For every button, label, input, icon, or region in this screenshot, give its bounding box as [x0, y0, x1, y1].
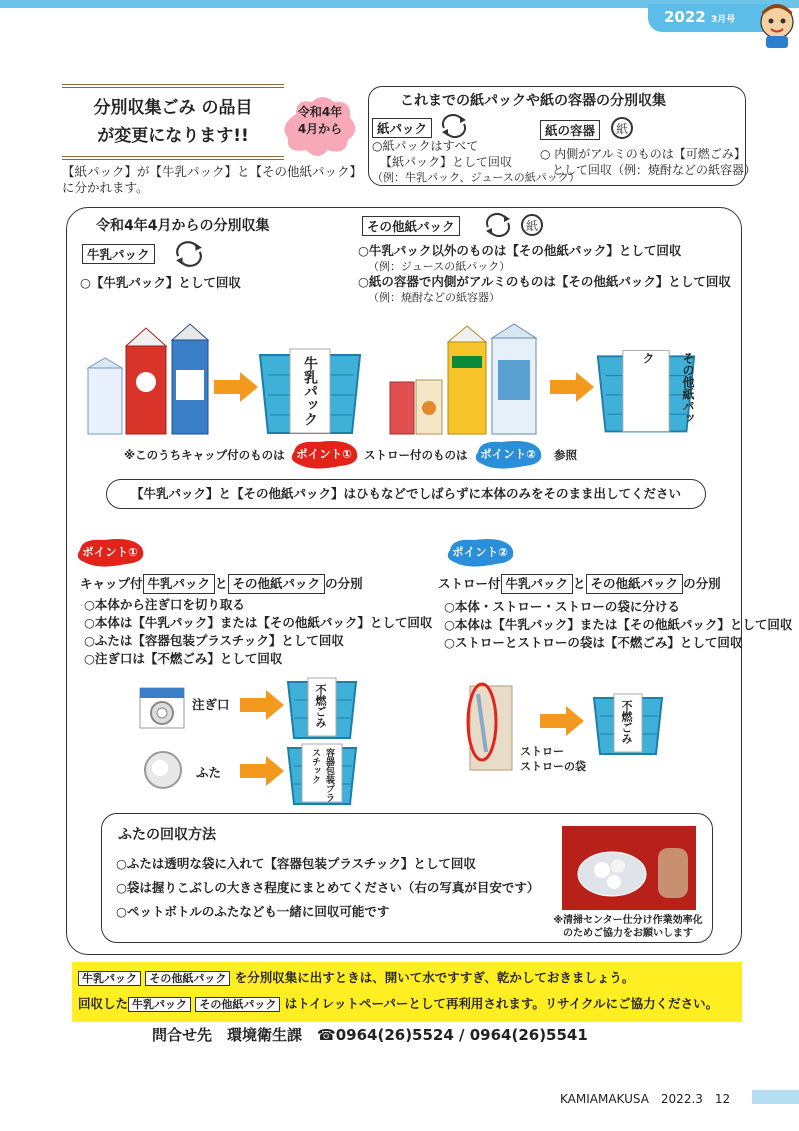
caps-item: ○ふたは透明な袋に入れて【容器包装プラスチック】として回収	[116, 856, 476, 871]
point1-tag1: 牛乳パック	[143, 574, 216, 594]
footer-bar	[752, 1090, 799, 1104]
notice-box: 【牛乳パック】と【その他紙パック】はひもなどでしばらずに本体のみをそのまま出してください	[106, 479, 706, 509]
straw-arrow-icon	[540, 706, 584, 736]
paper-pack-tag: 紙パック	[372, 118, 432, 138]
paper-pack-section	[372, 118, 432, 138]
point1-item: ○本体は【牛乳パック】または【その他紙パック】として回収	[84, 615, 433, 630]
point2-item: ○ストローとストローの袋は【不燃ごみ】として回収	[444, 635, 743, 650]
point1-heading-post: の分別	[325, 576, 363, 591]
other-line3: ○紙の容器で内側がアルミのものは【その他紙パック】として回収	[358, 274, 731, 289]
point2-heading-pre: ストロー付	[438, 576, 501, 591]
points-note-suffix: 参照	[554, 448, 577, 462]
intro-text	[62, 164, 362, 196]
point2-heading-post: の分別	[683, 576, 721, 591]
paper-container-line1: ○ 内側がアルミのものは【可燃ごみ】	[540, 147, 746, 161]
date-badge	[278, 104, 362, 138]
yellow-tag-milk: 牛乳パック	[78, 971, 141, 986]
point2-badge: ポイント②	[452, 545, 508, 559]
title-line2: が変更になります!!	[97, 126, 249, 146]
point2-mid: と	[573, 576, 586, 591]
spout-label: 注ぎ口	[192, 697, 230, 712]
point1-list	[84, 596, 432, 668]
caps-list	[116, 852, 539, 924]
lid-label: ふた	[196, 765, 222, 780]
point1-badge: ポイント①	[82, 545, 138, 559]
other-bin-label: その他紙パック	[641, 352, 695, 424]
svg-text:紙: 紙	[526, 219, 539, 233]
paper-pack-line1: ○紙パックはすべて	[372, 139, 479, 153]
other-recycle-icon	[484, 213, 512, 237]
other-paper-icon	[520, 213, 544, 237]
paper-container-tag: 紙の容器	[540, 120, 600, 140]
lid-bin-label: 容器包装プラスチック	[310, 748, 334, 802]
recycle-line2-text: はトイレットペーパーとして再利用されます。リサイクルにご協力ください。	[284, 996, 719, 1011]
point2-item: ○本体・ストロー・ストローの袋に分ける	[444, 599, 680, 614]
paper-pack-line3: （例：牛乳パック、ジュースの紙パック）	[372, 171, 580, 184]
other-line4: （例：焼酎などの紙容器）	[368, 291, 500, 304]
other-section	[362, 216, 460, 236]
point1-heading	[80, 574, 363, 594]
caps-bag-photo	[562, 826, 696, 910]
spout-bin-label: 不燃ごみ	[314, 684, 327, 728]
yellow-tag-other: その他紙パック	[145, 971, 230, 986]
point2-tag2: その他紙パック	[586, 574, 684, 594]
point2-tag1: 牛乳パック	[501, 574, 574, 594]
paper-pack-recycle-icon	[440, 114, 468, 138]
page-title	[62, 84, 284, 160]
badge-line2: 4月から	[297, 122, 343, 136]
point2-list	[444, 598, 792, 652]
recycle-line1-text: を分別収集に出すときは、開いて水ですすぎ、乾かしておきましょう。	[234, 970, 635, 985]
paper-container-recycle-icon	[610, 116, 634, 140]
recycle-line1	[78, 968, 634, 989]
point1-item: ○注ぎ口は【不燃ごみ】として回収	[84, 651, 283, 666]
milk-section	[82, 244, 155, 264]
lid-arrow-icon	[240, 756, 284, 786]
yellow-tag-milk: 牛乳パック	[128, 997, 191, 1012]
other-desc	[358, 243, 731, 305]
milk-bin-label: 牛乳パック	[302, 356, 318, 426]
spout-image	[138, 686, 186, 730]
point1-item: ○本体から注ぎ口を切り取る	[84, 597, 245, 612]
issue-tab	[648, 4, 768, 32]
paper-pack-line2: 【紙パック】として回収	[380, 155, 513, 169]
points-note	[124, 446, 285, 464]
other-arrow-icon	[550, 372, 594, 402]
other-line1: ○牛乳パック以外のものは【その他紙パック】として回収	[358, 243, 682, 258]
mascot-icon	[756, 2, 798, 50]
points-note-middle: ストロー付のものは	[364, 448, 468, 462]
straw-label: ストロー	[520, 745, 564, 758]
issue-year: 2022	[664, 8, 706, 26]
milk-cartons-image	[82, 320, 212, 440]
other-line2: （例：ジュースの紙パック）	[368, 260, 511, 273]
paper-container-section	[540, 120, 600, 140]
contact-phone: ☎0964(26)5524 / 0964(26)5541	[317, 1026, 588, 1044]
milk-arrow-icon	[214, 372, 258, 402]
straw-bin-label: 不燃ごみ	[620, 700, 633, 744]
point1-heading-pre: キャップ付	[80, 576, 143, 591]
caps-item: ○袋は握りこぶしの大きさ程度にまとめてください（右の写真が目安です）	[116, 880, 540, 895]
contact	[152, 1024, 588, 1045]
straw-bag-label: ストローの袋	[520, 760, 586, 773]
milk-tag: 牛乳パック	[82, 244, 155, 264]
footer-text: KAMIAMAKUSA 2022.3 12	[560, 1092, 731, 1106]
straw-labels	[520, 744, 586, 774]
caps-item: ○ペットボトルのふたなども一緒に回収可能です	[116, 904, 390, 919]
point1-tag2: その他紙パック	[228, 574, 326, 594]
contact-label: 問合せ先 環境衛生課	[152, 1026, 303, 1044]
caps-note-line1: ※清掃センター仕分け作業効率化	[553, 915, 703, 926]
badge-line1: 令和4年	[297, 105, 343, 119]
paper-container-line2: として回収（例：焼酎などの紙容器）	[552, 163, 757, 177]
other-cartons-image	[386, 320, 546, 440]
point2-heading	[438, 574, 721, 594]
spout-arrow-icon	[240, 690, 284, 720]
svg-text:紙: 紙	[616, 122, 629, 136]
point1-ref: ポイント①	[296, 447, 352, 461]
straw-image	[462, 682, 518, 774]
other-tag: その他紙パック	[362, 216, 460, 236]
point1-item: ○ふたは【容器包装プラスチック】として回収	[84, 633, 344, 648]
paper-container-desc	[540, 146, 756, 178]
previous-rules-title: これまでの紙パックや紙の容器の分別収集	[400, 93, 666, 109]
caps-note	[544, 914, 712, 940]
issue-month: 3月号	[710, 15, 736, 25]
point2-item: ○本体は【牛乳パック】または【その他紙パック】として回収	[444, 617, 793, 632]
recycle-line2-pre: 回収した	[78, 996, 129, 1011]
lid-image	[140, 748, 186, 792]
intro-line1: 【紙パック】が【牛乳パック】と【その他紙パック】	[62, 164, 363, 179]
point1-mid: と	[215, 576, 228, 591]
milk-recycle-icon	[174, 241, 204, 267]
recycle-line2	[78, 994, 718, 1015]
points-note-prefix: ※このうちキャップ付のものは	[124, 448, 285, 462]
new-rules-title: 令和4年4月からの分別収集	[96, 218, 270, 234]
milk-line1: ○【牛乳パック】として回収	[80, 275, 241, 290]
caps-title: ふたの回収方法	[118, 827, 216, 843]
caps-note-line2: のためご協力をお願いします	[563, 928, 693, 939]
point2-ref: ポイント②	[480, 447, 536, 461]
intro-line2: に分かれます。	[62, 180, 149, 195]
yellow-tag-other: その他紙パック	[195, 997, 280, 1012]
title-line1: 分別収集ごみ の品目	[93, 98, 253, 118]
